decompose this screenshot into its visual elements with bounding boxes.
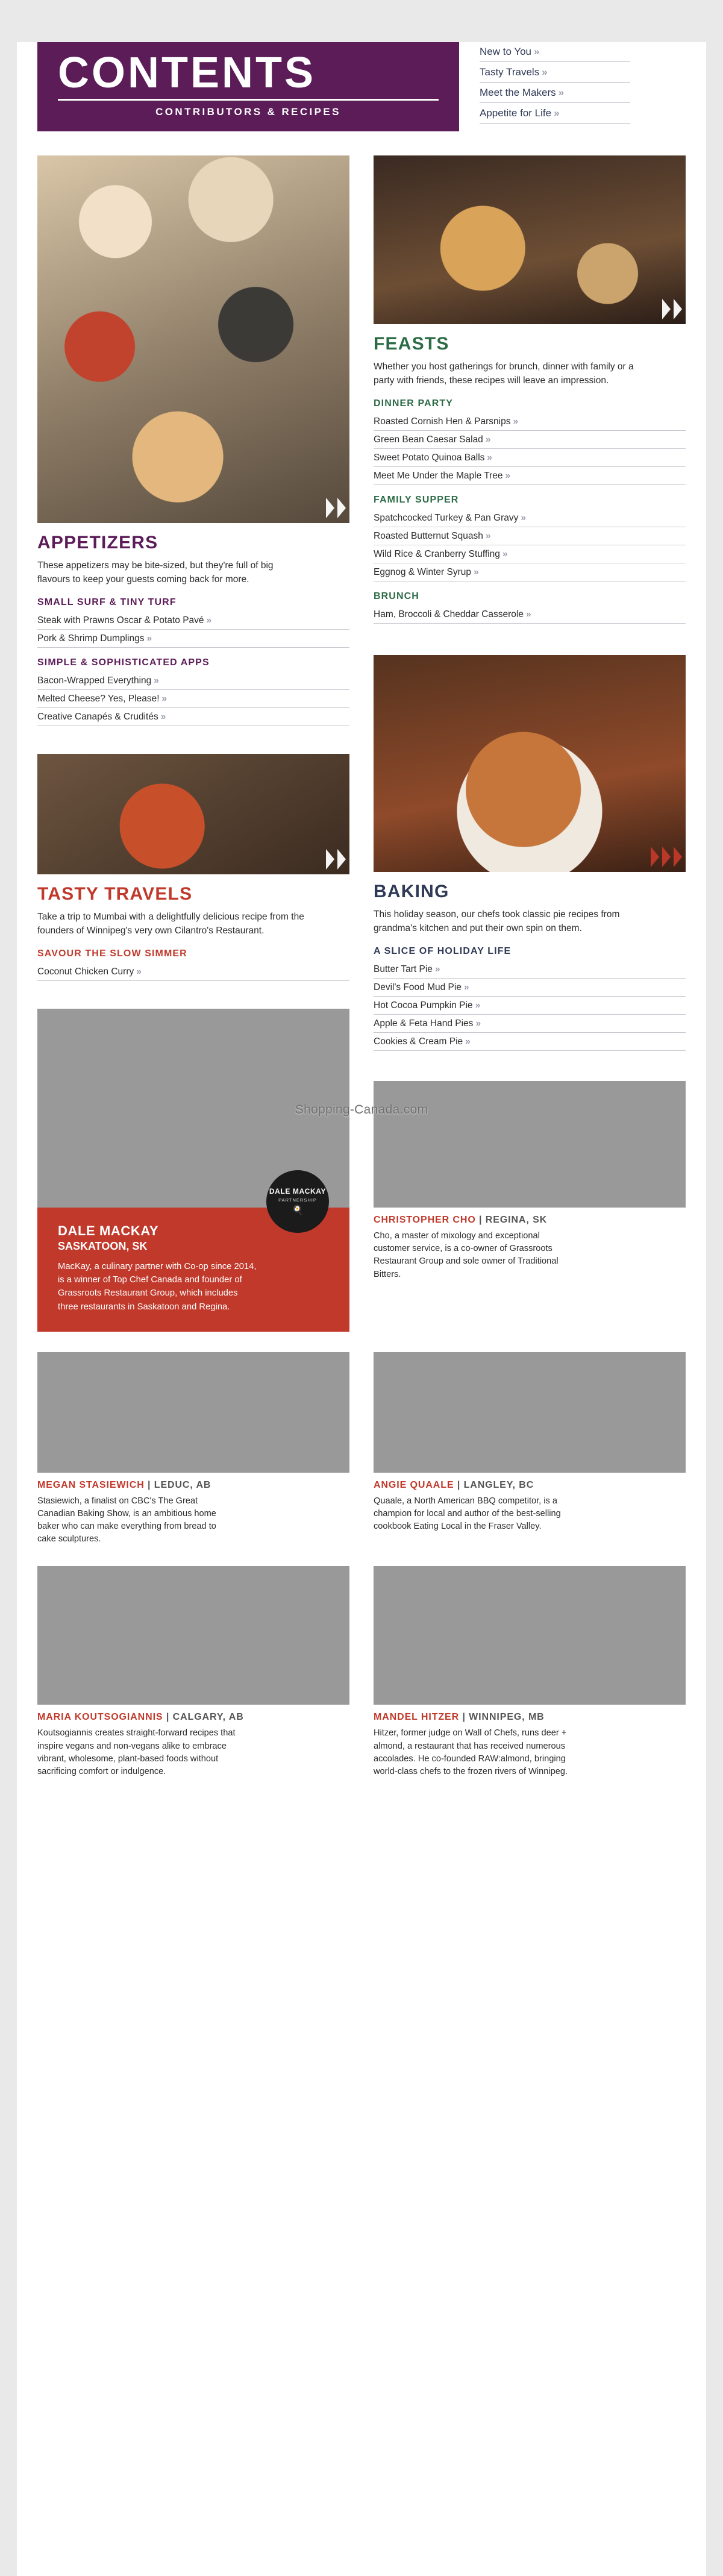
chevron-decoration: [326, 849, 346, 870]
badge-name: DALE MACKAY: [269, 1186, 327, 1196]
contributor-location: CALGARY, AB: [172, 1712, 244, 1723]
header-link-meet-the-makers[interactable]: [480, 83, 630, 103]
spacer: [374, 1055, 686, 1081]
contributor-name-row: [37, 1712, 349, 1723]
list-item: [374, 413, 686, 431]
contributor-photo: [374, 1566, 686, 1705]
recipe-link-maple-tree[interactable]: [374, 467, 686, 484]
recipe-link-roasted-butternut-squash[interactable]: [374, 527, 686, 545]
chevron-decoration: [651, 847, 682, 867]
list-item: [374, 563, 686, 581]
subsection-savour-the-slow-simmer: SAVOUR THE SLOW SIMMER: [37, 948, 187, 959]
site-watermark: Shopping-Canada.com: [295, 1103, 428, 1117]
recipe-link-devils-food-mud-pie[interactable]: [374, 979, 686, 996]
chevron-right-icon: »: [505, 471, 510, 481]
badge-subtitle: PARTNERSHIP: [278, 1197, 317, 1203]
contributor-name: CHRISTOPHER CHO: [374, 1215, 476, 1226]
page-subtitle: CONTRIBUTORS & RECIPES: [155, 106, 341, 118]
chevron-right-icon: »: [434, 964, 439, 975]
contents-banner: [37, 42, 459, 131]
list-item: [37, 672, 349, 690]
partnership-badge: [266, 1170, 329, 1233]
left-column: [37, 155, 349, 1332]
recipe-link-bacon-wrapped[interactable]: [37, 672, 349, 689]
header-link-appetite-for-life[interactable]: [480, 103, 630, 124]
contributor-location: SASKATOON, SK: [58, 1240, 148, 1253]
baking-photo: [374, 655, 686, 872]
contributor-name: MEGAN STASIEWICH: [37, 1479, 145, 1490]
contributor-photo: [374, 1081, 686, 1208]
recipe-label: Eggnog & Winter Syrup: [374, 567, 471, 578]
page-title: CONTENTS: [58, 49, 316, 97]
section-blurb-feasts: Whether you host gatherings for brunch, dinner with family or a party with friends, these recipes will leave an impression.: [374, 362, 634, 386]
contributor-separator: |: [479, 1215, 486, 1226]
contributor-bio: Cho, a master of mixology and exceptional customer service, is a co-owner of Grassroots Restaurant Group and sole owner of Traditional Bitters.: [374, 1231, 559, 1279]
header-link-tasty-travels[interactable]: [480, 62, 630, 83]
header-link-label: Appetite for Life: [480, 107, 552, 119]
contributor-bio: Koutsogiannis creates straight-forward recipes that inspire vegans and non-vegans alike to embrace vibrant, wholesome, plant-based foods without sacrificing comfort or indulgence.: [37, 1728, 236, 1776]
appetizers-photo: [37, 155, 349, 523]
recipe-link-steak-prawns[interactable]: [37, 612, 349, 629]
list-item: [37, 612, 349, 630]
recipe-label: Sweet Potato Quinoa Balls: [374, 453, 485, 463]
contributor-separator: |: [166, 1712, 173, 1723]
magazine-contents-page: [0, 42, 723, 2576]
recipe-list-tasty-travels: [37, 963, 349, 981]
contributor-photo: [37, 1352, 349, 1473]
recipe-link-green-bean-caesar[interactable]: [374, 431, 686, 448]
contributor-location: REGINA, SK: [485, 1215, 548, 1226]
contributor-name: MARIA KOUTSOGIANNIS: [37, 1712, 163, 1723]
section-title-tasty-travels: TASTY TRAVELS: [37, 884, 193, 904]
contributor-separator: |: [462, 1712, 469, 1723]
chevron-right-icon: »: [475, 1018, 480, 1029]
feasts-photo: [374, 155, 686, 324]
chevron-right-icon: »: [206, 615, 211, 626]
page-left-margin: [0, 42, 17, 2576]
recipe-label: Roasted Cornish Hen & Parsnips: [374, 416, 511, 427]
section-blurb-appetizers: These appetizers may be bite-sized, but they're full of big flavours to keep your guests coming back for more.: [37, 560, 274, 584]
contributor-name-row: [37, 1480, 349, 1491]
contributor-name: DALE MACKAY: [58, 1223, 159, 1239]
header-link-label: Meet the Makers: [480, 87, 556, 98]
header-link-new-to-you[interactable]: [480, 46, 630, 62]
header-quick-links: [459, 42, 686, 124]
subsection-slice-of-holiday-life: A SLICE OF HOLIDAY LIFE: [374, 946, 512, 957]
recipe-list-baking: [374, 961, 686, 1051]
contributor-body: [374, 1480, 686, 1533]
contributor-body: [374, 1712, 686, 1778]
section-blurb-tasty-travels: Take a trip to Mumbai with a delightfully delicious recipe from the founders of Winnipeg's very own Cilantro's Restaurant.: [37, 912, 304, 936]
subsection-small-surf-tiny-turf: SMALL SURF & TINY TURF: [37, 597, 177, 608]
recipe-label: Ham, Broccoli & Cheddar Casserole: [374, 609, 524, 620]
contributor-featured-body: [37, 1186, 349, 1332]
recipe-label: Wild Rice & Cranberry Stuffing: [374, 549, 500, 560]
recipe-list-simple-apps: [37, 672, 349, 726]
recipe-link-butter-tart-pie[interactable]: [374, 961, 686, 978]
spacer: [37, 985, 349, 1009]
recipe-list-family-supper: [374, 509, 686, 581]
spacer: [374, 627, 686, 655]
chevron-right-icon: »: [485, 434, 490, 445]
chevron-right-icon: »: [154, 675, 158, 686]
contributor-card-megan-stasiewich: [37, 1352, 349, 1546]
recipe-label: Devil's Food Mud Pie: [374, 982, 462, 993]
chevron-right-icon: »: [487, 453, 492, 463]
contributor-name-row: [374, 1215, 686, 1226]
chevron-right-icon: »: [485, 531, 490, 542]
recipe-link-eggnog-winter-syrup[interactable]: [374, 563, 686, 581]
subsection-dinner-party: DINNER PARTY: [374, 398, 454, 409]
recipe-label: Creative Canapés & Crudités: [37, 712, 158, 722]
section-title-feasts: FEASTS: [374, 334, 449, 354]
recipe-label: Meet Me Under the Maple Tree: [374, 471, 503, 481]
chevron-right-icon: »: [542, 66, 546, 78]
contributor-location: LEDUC, AB: [154, 1479, 211, 1490]
contributors-row-2: [37, 1352, 686, 1546]
list-item: [374, 606, 686, 624]
right-column: [374, 155, 686, 1332]
recipe-label: Green Bean Caesar Salad: [374, 434, 483, 445]
chef-hat-icon: 🍳: [292, 1205, 304, 1216]
page-right-margin: [706, 42, 723, 2576]
page-header: [37, 42, 686, 131]
chevron-right-icon: »: [521, 513, 525, 524]
chevron-right-icon: »: [554, 107, 559, 119]
list-item: [374, 431, 686, 449]
list-item: [374, 467, 686, 485]
subsection-family-supper: FAMILY SUPPER: [374, 495, 459, 506]
chevron-right-icon: »: [534, 46, 539, 57]
contributor-location: WINNIPEG, MB: [469, 1712, 545, 1723]
chevron-right-icon: »: [525, 609, 530, 620]
contributor-bio: MacKay, a culinary partner with Co-op since 2014, is a winner of Top Chef Canada and founder of Grassroots Restaurant Group, which includes three restaurants in Saskatoon and Regina.: [58, 1262, 257, 1312]
chevron-right-icon: »: [475, 1000, 480, 1011]
recipe-list-small-surf: [37, 612, 349, 648]
recipe-label: Bacon-Wrapped Everything: [37, 675, 152, 686]
recipe-link-pork-shrimp-dumplings[interactable]: [37, 630, 349, 647]
chevron-right-icon: »: [465, 1036, 469, 1047]
chevron-right-icon: »: [513, 416, 518, 427]
recipe-label: Steak with Prawns Oscar & Potato Pavé: [37, 615, 204, 626]
chevron-right-icon: »: [463, 982, 468, 993]
section-title-baking: BAKING: [374, 882, 449, 902]
header-link-label: New to You: [480, 46, 532, 57]
contributor-name: ANGIE QUAALE: [374, 1479, 454, 1490]
list-item: [374, 527, 686, 545]
recipe-link-melted-cheese[interactable]: [37, 690, 349, 707]
contributor-card-maria-koutsogiannis: [37, 1566, 349, 1778]
list-item: [374, 545, 686, 563]
contributor-photo: [374, 1352, 686, 1473]
recipe-link-hot-cocoa-pumpkin-pie[interactable]: [374, 997, 686, 1014]
contributor-bio: Hitzer, former judge on Wall of Chefs, runs deer + almond, a restaurant that has received numerous accolades. He co-founded RAW:almond, bringing world-class chefs to the frozen rivers of Winnipeg.: [374, 1728, 568, 1776]
list-item: [37, 630, 349, 648]
subsection-simple-sophisticated-apps: SIMPLE & SOPHISTICATED APPS: [37, 657, 210, 668]
recipe-label: Melted Cheese? Yes, Please!: [37, 694, 160, 704]
contents-columns: [37, 155, 686, 1332]
chevron-right-icon: »: [160, 712, 165, 722]
recipe-label: Apple & Feta Hand Pies: [374, 1018, 474, 1029]
contributor-name-row: [374, 1480, 686, 1491]
contributor-separator: |: [457, 1479, 464, 1490]
contributor-bio: Stasiewich, a finalist on CBC's The Great Canadian Baking Show, is an ambitious home baker who can make everything from bread to cake sculptures.: [37, 1496, 216, 1544]
subsection-brunch: BRUNCH: [374, 591, 419, 602]
chevron-decoration: [662, 299, 682, 319]
recipe-label: Pork & Shrimp Dumplings: [37, 633, 145, 644]
list-item: [37, 690, 349, 708]
contributor-separator: |: [148, 1479, 154, 1490]
contributor-body: [374, 1215, 686, 1281]
recipe-link-wild-rice-stuffing[interactable]: [374, 545, 686, 563]
header-link-label: Tasty Travels: [480, 66, 540, 78]
chevron-right-icon: »: [558, 87, 563, 98]
recipe-list-brunch: [374, 606, 686, 624]
list-item: [374, 961, 686, 979]
recipe-label: Cookies & Cream Pie: [374, 1036, 463, 1047]
spacer: [37, 730, 349, 754]
recipe-link-creative-canapes[interactable]: [37, 708, 349, 725]
list-item: [374, 1015, 686, 1033]
contributor-card-angie-quaale: [374, 1352, 686, 1546]
section-title-appetizers: APPETIZERS: [37, 533, 158, 553]
list-item: [374, 997, 686, 1015]
recipe-link-cornish-hen[interactable]: [374, 413, 686, 430]
contributor-card-featured: [37, 1009, 349, 1332]
recipe-link-sweet-potato-quinoa-balls[interactable]: [374, 449, 686, 466]
recipe-link-coconut-chicken-curry[interactable]: [37, 963, 349, 980]
contributor-bio: Quaale, a North American BBQ competitor, is a champion for local and author of the best-selling cookbook Eating Local in the Fraser Valley.: [374, 1496, 561, 1532]
chevron-decoration: [326, 498, 346, 518]
contributor-name-row: [374, 1712, 686, 1723]
recipe-label: Butter Tart Pie: [374, 964, 433, 975]
chevron-right-icon: »: [473, 567, 478, 578]
recipe-label: Spatchcocked Turkey & Pan Gravy: [374, 513, 519, 524]
list-item: [37, 708, 349, 726]
list-item: [374, 509, 686, 527]
contributor-body: [37, 1480, 349, 1546]
contributor-name: MANDEL HITZER: [374, 1712, 460, 1723]
contributor-body: [37, 1712, 349, 1778]
recipe-label: Hot Cocoa Pumpkin Pie: [374, 1000, 473, 1011]
contributors-row-3: [37, 1566, 686, 1778]
contributor-card-mandel-hitzer: [374, 1566, 686, 1778]
chevron-right-icon: »: [502, 549, 507, 560]
contributor-location: LANGLEY, BC: [463, 1479, 534, 1490]
list-item: [374, 449, 686, 467]
recipe-link-spatchcocked-turkey[interactable]: [374, 509, 686, 527]
recipe-label: Coconut Chicken Curry: [37, 967, 134, 977]
recipe-link-cookies-cream-pie[interactable]: [374, 1033, 686, 1050]
chevron-right-icon: »: [146, 633, 151, 644]
chevron-right-icon: »: [161, 694, 166, 704]
contributor-photo: [37, 1566, 349, 1705]
recipe-list-dinner-party: [374, 413, 686, 485]
recipe-label: Roasted Butternut Squash: [374, 531, 483, 542]
section-blurb-baking: This holiday season, our chefs took classic pie recipes from grandma's kitchen and put their own spin on them.: [374, 909, 620, 933]
title-divider: [58, 99, 439, 101]
recipe-link-apple-feta-hand-pies[interactable]: [374, 1015, 686, 1032]
list-item: [374, 979, 686, 997]
list-item: [37, 963, 349, 981]
tasty-travels-photo: [37, 754, 349, 874]
list-item: [374, 1033, 686, 1051]
recipe-link-ham-broccoli-casserole[interactable]: [374, 606, 686, 623]
chevron-right-icon: »: [136, 967, 140, 977]
